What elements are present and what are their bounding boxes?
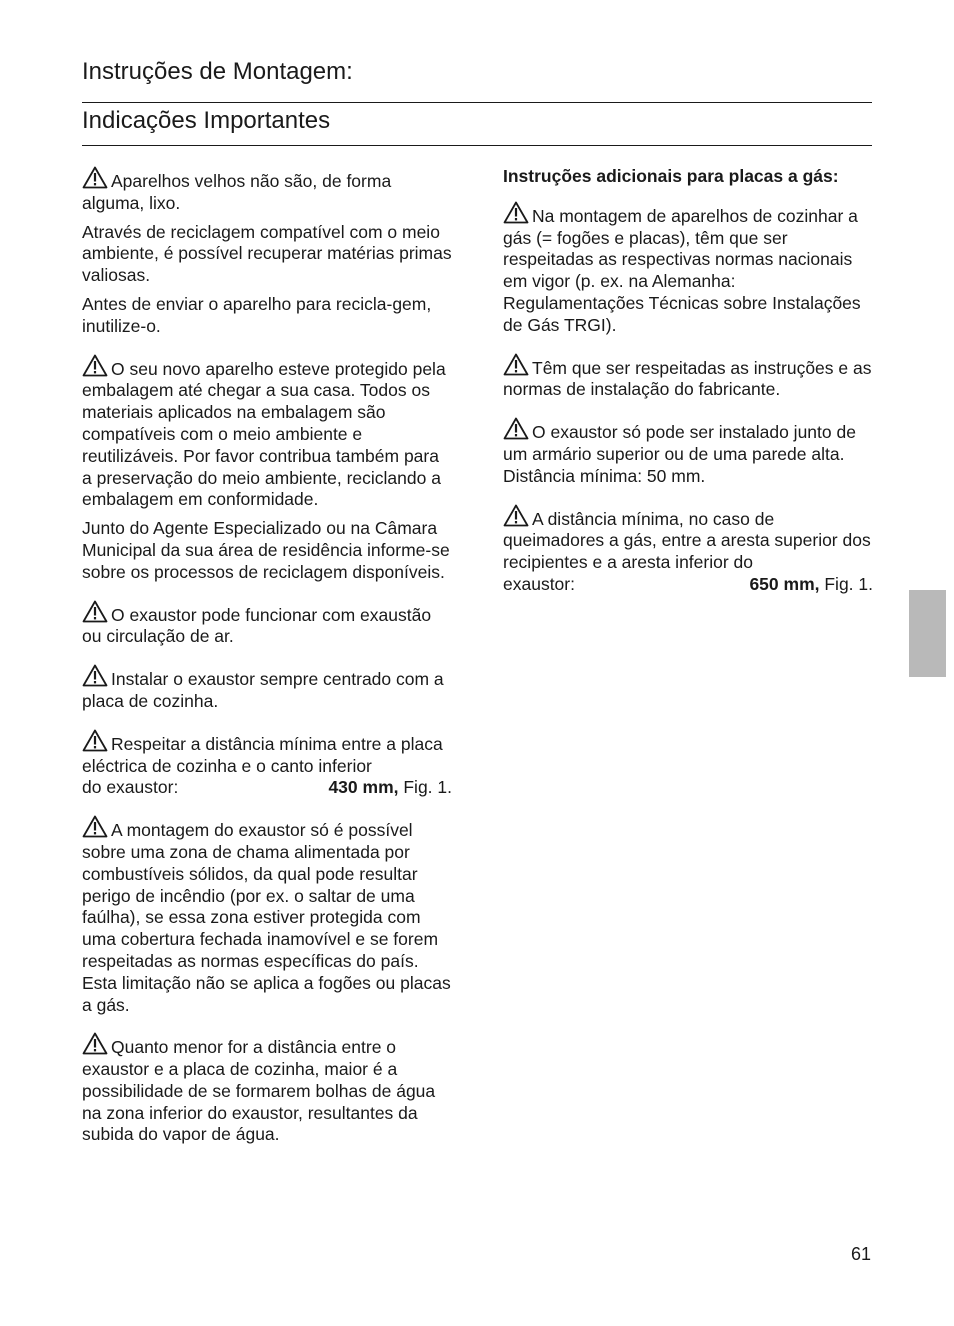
gas-instructions-heading: Instruções adicionais para placas a gás:: [503, 166, 839, 186]
section-divider: [82, 145, 872, 146]
warning-triangle-icon: [503, 201, 529, 224]
warning-triangle-icon: [82, 729, 108, 752]
section-title: Indicações Importantes: [82, 107, 331, 134]
title-divider: [82, 102, 872, 103]
paragraph-cabinet-install: O exaustor só pode ser instalado junto de um armário superior ou de uma parede alta. Distância mínima: 50 mm.: [503, 417, 873, 487]
warning-triangle-icon: [82, 1032, 108, 1055]
paragraph-solid-fuel: A montagem do exaustor só é possível sobre uma zona de chama alimentada por combustíveis sólidos, da qual pode resultar perigo de incêndio (por ex. o saltar de uma faúlha), se essa zona estiver protegida com uma cobertura fechada inamovível e se forem respeitadas as normas específicas do país. Esta limitação não se aplica a fogões ou placas a gás.: [82, 815, 452, 1016]
page-title: Instruções de Montagem:: [82, 58, 353, 85]
paragraph-packaging: O seu novo aparelho esteve protegido pela embalagem até chegar a sua casa. Todos os materiais aplicados na embalagem são compatíveis com o meio ambiente e reutilizáveis. Por favor contribua também para a preservação do meio ambiente, reciclando a embalagem em conformidade.: [82, 354, 452, 512]
paragraph-min-distance-gas: A distância mínima, no caso de queimadores a gás, entre a aresta superior dos recipientes e a aresta inferior do exaustor: 650 mm, Fig. 1.: [503, 504, 873, 596]
warning-triangle-icon: [82, 600, 108, 623]
measurement-line: exaustor: 650 mm, Fig. 1.: [503, 573, 873, 594]
measurement-value: 430 mm,: [328, 777, 399, 798]
warning-triangle-icon: [82, 354, 108, 377]
measurement-value: 650 mm,: [749, 573, 820, 594]
right-column: [503, 166, 873, 603]
warning-triangle-icon: [82, 166, 108, 189]
paragraph-condensation: Quanto menor for a distância entre o exaustor e a placa de cozinha, maior é a possibilidade de se formarem bolhas de água na zona inferior do exaustor, resultantes da subida do vapor de água.: [82, 1032, 452, 1146]
warning-triangle-icon: [503, 353, 529, 376]
page-number: 61: [850, 1244, 871, 1264]
paragraph-municipal-info: Junto do Agente Especializado ou na Câmara Municipal da sua área de residência informe-se sobre os processos de reciclagem disponíveis.: [82, 518, 450, 582]
language-tab-marker: [909, 590, 946, 677]
warning-triangle-icon: [503, 504, 529, 527]
paragraph-old-appliances: Aparelhos velhos não são, de forma alguma, lixo.: [82, 166, 452, 215]
paragraph-recycling: Através de reciclagem compatível com o meio ambiente, é possível recuperar matérias primas valiosas.: [82, 221, 452, 286]
warning-triangle-icon: [503, 417, 529, 440]
warning-triangle-icon: [82, 815, 108, 838]
paragraph-manufacturer-norms: Têm que ser respeitadas as instruções e as normas de instalação do fabricante.: [503, 353, 873, 402]
paragraph-min-distance-electric: Respeitar a distância mínima entre a placa eléctrica de cozinha e o canto inferior do exaustor: 430 mm, Fig. 1.: [82, 729, 452, 799]
warning-triangle-icon: [82, 664, 108, 687]
paragraph-disable-appliance: Antes de enviar o aparelho para recicla-gem, inutilize-o.: [82, 293, 432, 336]
paragraph-gas-norms: Na montagem de aparelhos de cozinhar a gás (= fogões e placas), têm que ser respeitadas as respectivas normas nacionais em vigor (p. ex. na Alemanha: Regulamentações Técnicas sobre Instalações de Gás TRGI).: [503, 201, 873, 337]
paragraph-centered-install: Instalar o exaustor sempre centrado com a placa de cozinha.: [82, 664, 452, 713]
measurement-line: do exaustor: 430 mm, Fig. 1.: [82, 777, 452, 798]
paragraph-operation-mode: O exaustor pode funcionar com exaustão ou circulação de ar.: [82, 600, 452, 649]
left-column: [82, 166, 452, 1153]
